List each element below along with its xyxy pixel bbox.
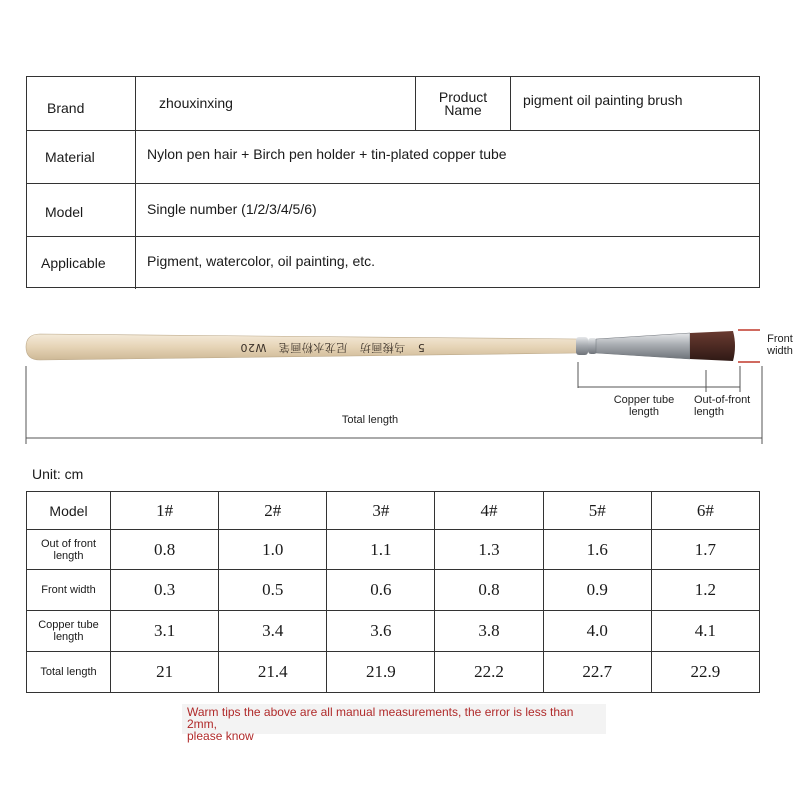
brush-ferrule <box>596 333 690 359</box>
table-cell: 1.7 <box>651 530 759 570</box>
spec-row-material <box>27 130 759 184</box>
table-cell: 0.8 <box>435 570 543 611</box>
table-cell: 3.1 <box>111 611 219 652</box>
brush-ferrule-ring <box>588 338 597 354</box>
front-width-label: Front width <box>767 333 793 357</box>
row-label: Copper tube length <box>27 611 111 652</box>
model-5-header: 5# <box>543 492 651 530</box>
out-of-front-label: Out-of-front length <box>694 394 751 418</box>
table-cell: 0.6 <box>327 570 435 611</box>
model-6-header: 6# <box>651 492 759 530</box>
size-row-out-of-front <box>27 530 760 570</box>
material-value: Nylon pen hair + Birch pen holder + tin-plated copper tube <box>147 145 507 162</box>
model-1-header: 1# <box>111 492 219 530</box>
model-value: Single number (1/2/3/4/5/6) <box>147 200 317 217</box>
brand-label: Brand <box>47 99 85 116</box>
size-row-total-length <box>27 652 760 693</box>
table-cell: 1.1 <box>327 530 435 570</box>
table-cell: 1.0 <box>219 530 327 570</box>
table-cell: 21.4 <box>219 652 327 693</box>
size-table <box>26 491 760 693</box>
applicable-value: Pigment, watercolor, oil painting, etc. <box>147 253 376 269</box>
unit-label: Unit: cm <box>32 466 84 482</box>
table-cell: 3.4 <box>219 611 327 652</box>
table-cell: 21 <box>111 652 219 693</box>
table-cell: 0.5 <box>219 570 327 611</box>
table-cell: 0.3 <box>111 570 219 611</box>
spec-table <box>26 76 760 288</box>
handle-print: 5 乌梭画坊 尼龙水粉画笔 W20 <box>240 341 425 354</box>
model-header: Model <box>27 492 111 530</box>
table-cell: 21.9 <box>327 652 435 693</box>
brush-bristles <box>690 331 735 361</box>
table-cell: 0.8 <box>111 530 219 570</box>
model-2-header: 2# <box>219 492 327 530</box>
row-label: Total length <box>27 652 111 693</box>
table-cell: 22.7 <box>543 652 651 693</box>
material-label: Material <box>45 148 95 165</box>
size-header-row <box>27 492 760 530</box>
table-cell: 3.8 <box>435 611 543 652</box>
brand-value: zhouxinxing <box>159 94 233 111</box>
table-cell: 22.9 <box>651 652 759 693</box>
total-length-label: Total length <box>341 414 399 426</box>
brush-ferrule-ring <box>576 337 588 355</box>
table-cell: 0.9 <box>543 570 651 611</box>
table-cell: 4.1 <box>651 611 759 652</box>
table-cell: 1.6 <box>543 530 651 570</box>
table-cell: 22.2 <box>435 652 543 693</box>
brush-illustration <box>0 310 798 450</box>
table-cell: 1.3 <box>435 530 543 570</box>
measurement-warning: Warm tips the above are all manual measurements, the error is less than 2mm, please know <box>182 704 606 734</box>
row-label: Front width <box>27 570 111 611</box>
applicable-label: Applicable <box>41 255 106 271</box>
product-name-label: Product Name <box>438 88 488 118</box>
table-cell: 4.0 <box>543 611 651 652</box>
spec-row-model <box>27 183 759 237</box>
spec-row-applicable <box>27 236 759 289</box>
table-cell: 1.2 <box>651 570 759 611</box>
copper-tube-label: Copper tube length <box>613 394 675 418</box>
table-cell: 3.6 <box>327 611 435 652</box>
size-row-front-width <box>27 570 760 611</box>
front-width-marker <box>738 330 760 362</box>
model-label: Model <box>45 203 84 220</box>
brush-diagram <box>0 310 798 450</box>
size-row-copper-tube <box>27 611 760 652</box>
row-label: Out of front length <box>27 530 111 570</box>
product-name-value: pigment oil painting brush <box>523 91 683 108</box>
model-3-header: 3# <box>327 492 435 530</box>
model-4-header: 4# <box>435 492 543 530</box>
